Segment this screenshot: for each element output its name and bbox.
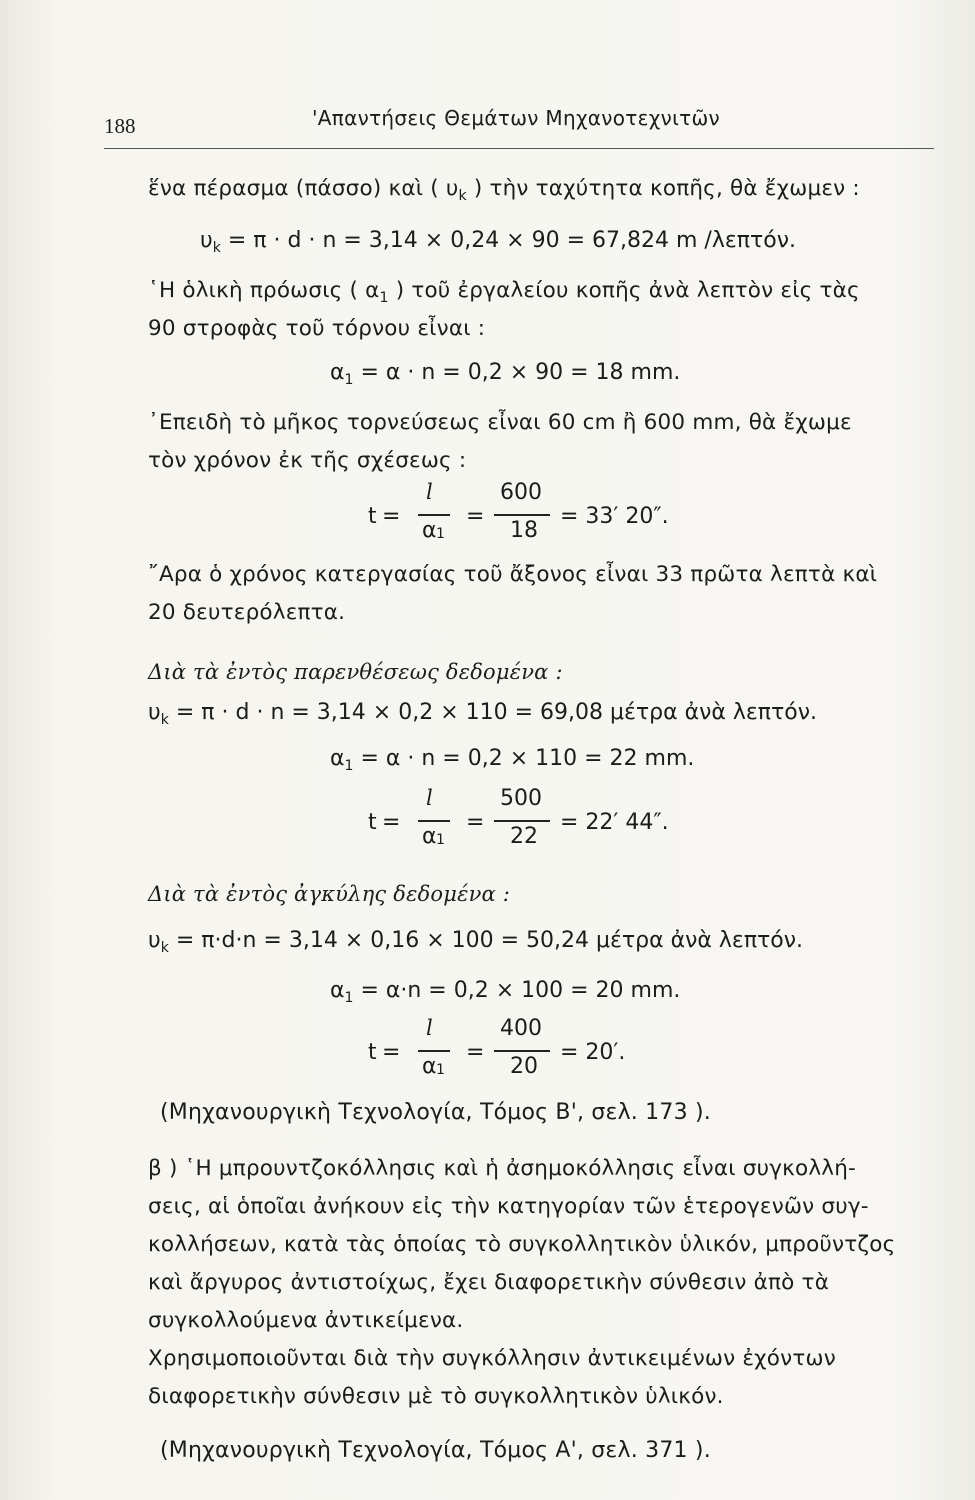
text-line: 90 στροφὰς τοῦ τόρνου εἶναι :: [148, 316, 486, 341]
text-line: κολλήσεων, κατὰ τὰς ὁποίας τὸ συγκολλητικὸν ὑλικόν, μπροῦντζος: [148, 1232, 896, 1257]
text-line: Χρησιμοποιοῦνται διὰ τὴν συγκόλλησιν ἀντικειμένων ἐχόντων: [148, 1346, 836, 1371]
text-line: 20 δευτερόλεπτα.: [148, 600, 346, 625]
formula-cutting-speed-1: $\upsilon_k = \pi \cdot d \cdot n = 3,14 \times 0,24 \times 90 = 67,824$ m /λεπτόν.: [200, 228, 796, 256]
text-line: συγκολλούμενα ἀντικείμενα.: [148, 1308, 464, 1333]
page-header: [0, 100, 975, 140]
formula-cutting-speed-3: $\upsilon_k = \pi\cdot d\cdot n = 3,14 \times 0,16 \times 100 = 50,24$ μέτρα ἀνὰ λεπτόν.: [148, 928, 804, 956]
section-heading: Διὰ τὰ ἐντὸς ἀγκύλης δεδομένα :: [148, 882, 511, 906]
text-line: β ) ῾Η μπρουντζοκόλλησις καὶ ἡ ἀσημοκόλλησις εἶναι συγκολλή-: [148, 1156, 857, 1181]
reference-line: (Μηχανουργικὴ Τεχνολογία, Τόμος Β', σελ. 173 ).: [160, 1100, 711, 1125]
formula-feed-1: $\alpha_1 = \alpha \cdot n = 0,2 \times 90 = 18$ mm.: [330, 360, 681, 388]
formula-time-2: t = l α 1 = 500 22 = 22′ 44″.: [368, 786, 669, 849]
text-line: καὶ ἄργυρος ἀντιστοίχως, ἔχει διαφορετικὴν σύνθεσιν ἀπὸ τὰ: [148, 1270, 830, 1295]
running-title: 'Απαντήσεις Θεμάτων Μηχανοτεχνιτῶν: [312, 106, 721, 130]
text-line: σεις, αἱ ὁποῖαι ἀνήκουν εἰς τὴν κατηγορίαν τῶν ἑτερογενῶν συγ-: [148, 1194, 869, 1219]
text-line: ῎Αρα ὁ χρόνος κατεργασίας τοῦ ἄξονος εἶναι 33 πρῶτα λεπτὰ καὶ: [148, 562, 878, 587]
formula-cutting-speed-2: $\upsilon_k = \pi \cdot d \cdot n = 3,14 \times 0,2 \times 110 = 69,08$ μέτρα ἀνὰ λεπτόν.: [148, 700, 818, 728]
header-rule: [104, 148, 934, 149]
text-line: ᾿Επειδὴ τὸ μῆκος τορνεύσεως εἶναι 60 cm ἢ 600 mm, θὰ ἔχωμε: [148, 410, 852, 435]
text-line: ῾Η ὁλικὴ πρόωσις ( $\alpha_1$ ) τοῦ ἐργαλείου κοπῆς ἀνὰ λεπτὸν εἰς τὰς: [148, 278, 860, 306]
text-line: διαφορετικὴν σύνθεσιν μὲ τὸ συγκολλητικὸν ὑλικόν.: [148, 1384, 724, 1409]
page-number: 188: [104, 114, 136, 138]
reference-line: (Μηχανουργικὴ Τεχνολογία, Τόμος Α', σελ. 371 ).: [160, 1438, 711, 1463]
formula-time-1: t = l α 1 = 600 18 = 33′ 20″.: [368, 480, 669, 543]
formula-feed-3: $\alpha_1 = \alpha\cdot n = 0,2 \times 100 = 20$ mm.: [330, 978, 681, 1006]
text-line: ἕνα πέρασμα (πάσσο) καὶ ( $\upsilon_k$ ) τὴν ταχύτητα κοπῆς, θὰ ἔχωμεν :: [148, 176, 860, 204]
formula-feed-2: $\alpha_1 = \alpha \cdot n = 0,2 \times 110 = 22$ mm.: [330, 746, 695, 774]
text-line: τὸν χρόνον ἐκ τῆς σχέσεως :: [148, 448, 467, 473]
formula-time-3: t = l α 1 = 400 20 = 20′.: [368, 1016, 626, 1079]
section-heading: Διὰ τὰ ἐντὸς παρενθέσεως δεδομένα :: [148, 660, 563, 684]
